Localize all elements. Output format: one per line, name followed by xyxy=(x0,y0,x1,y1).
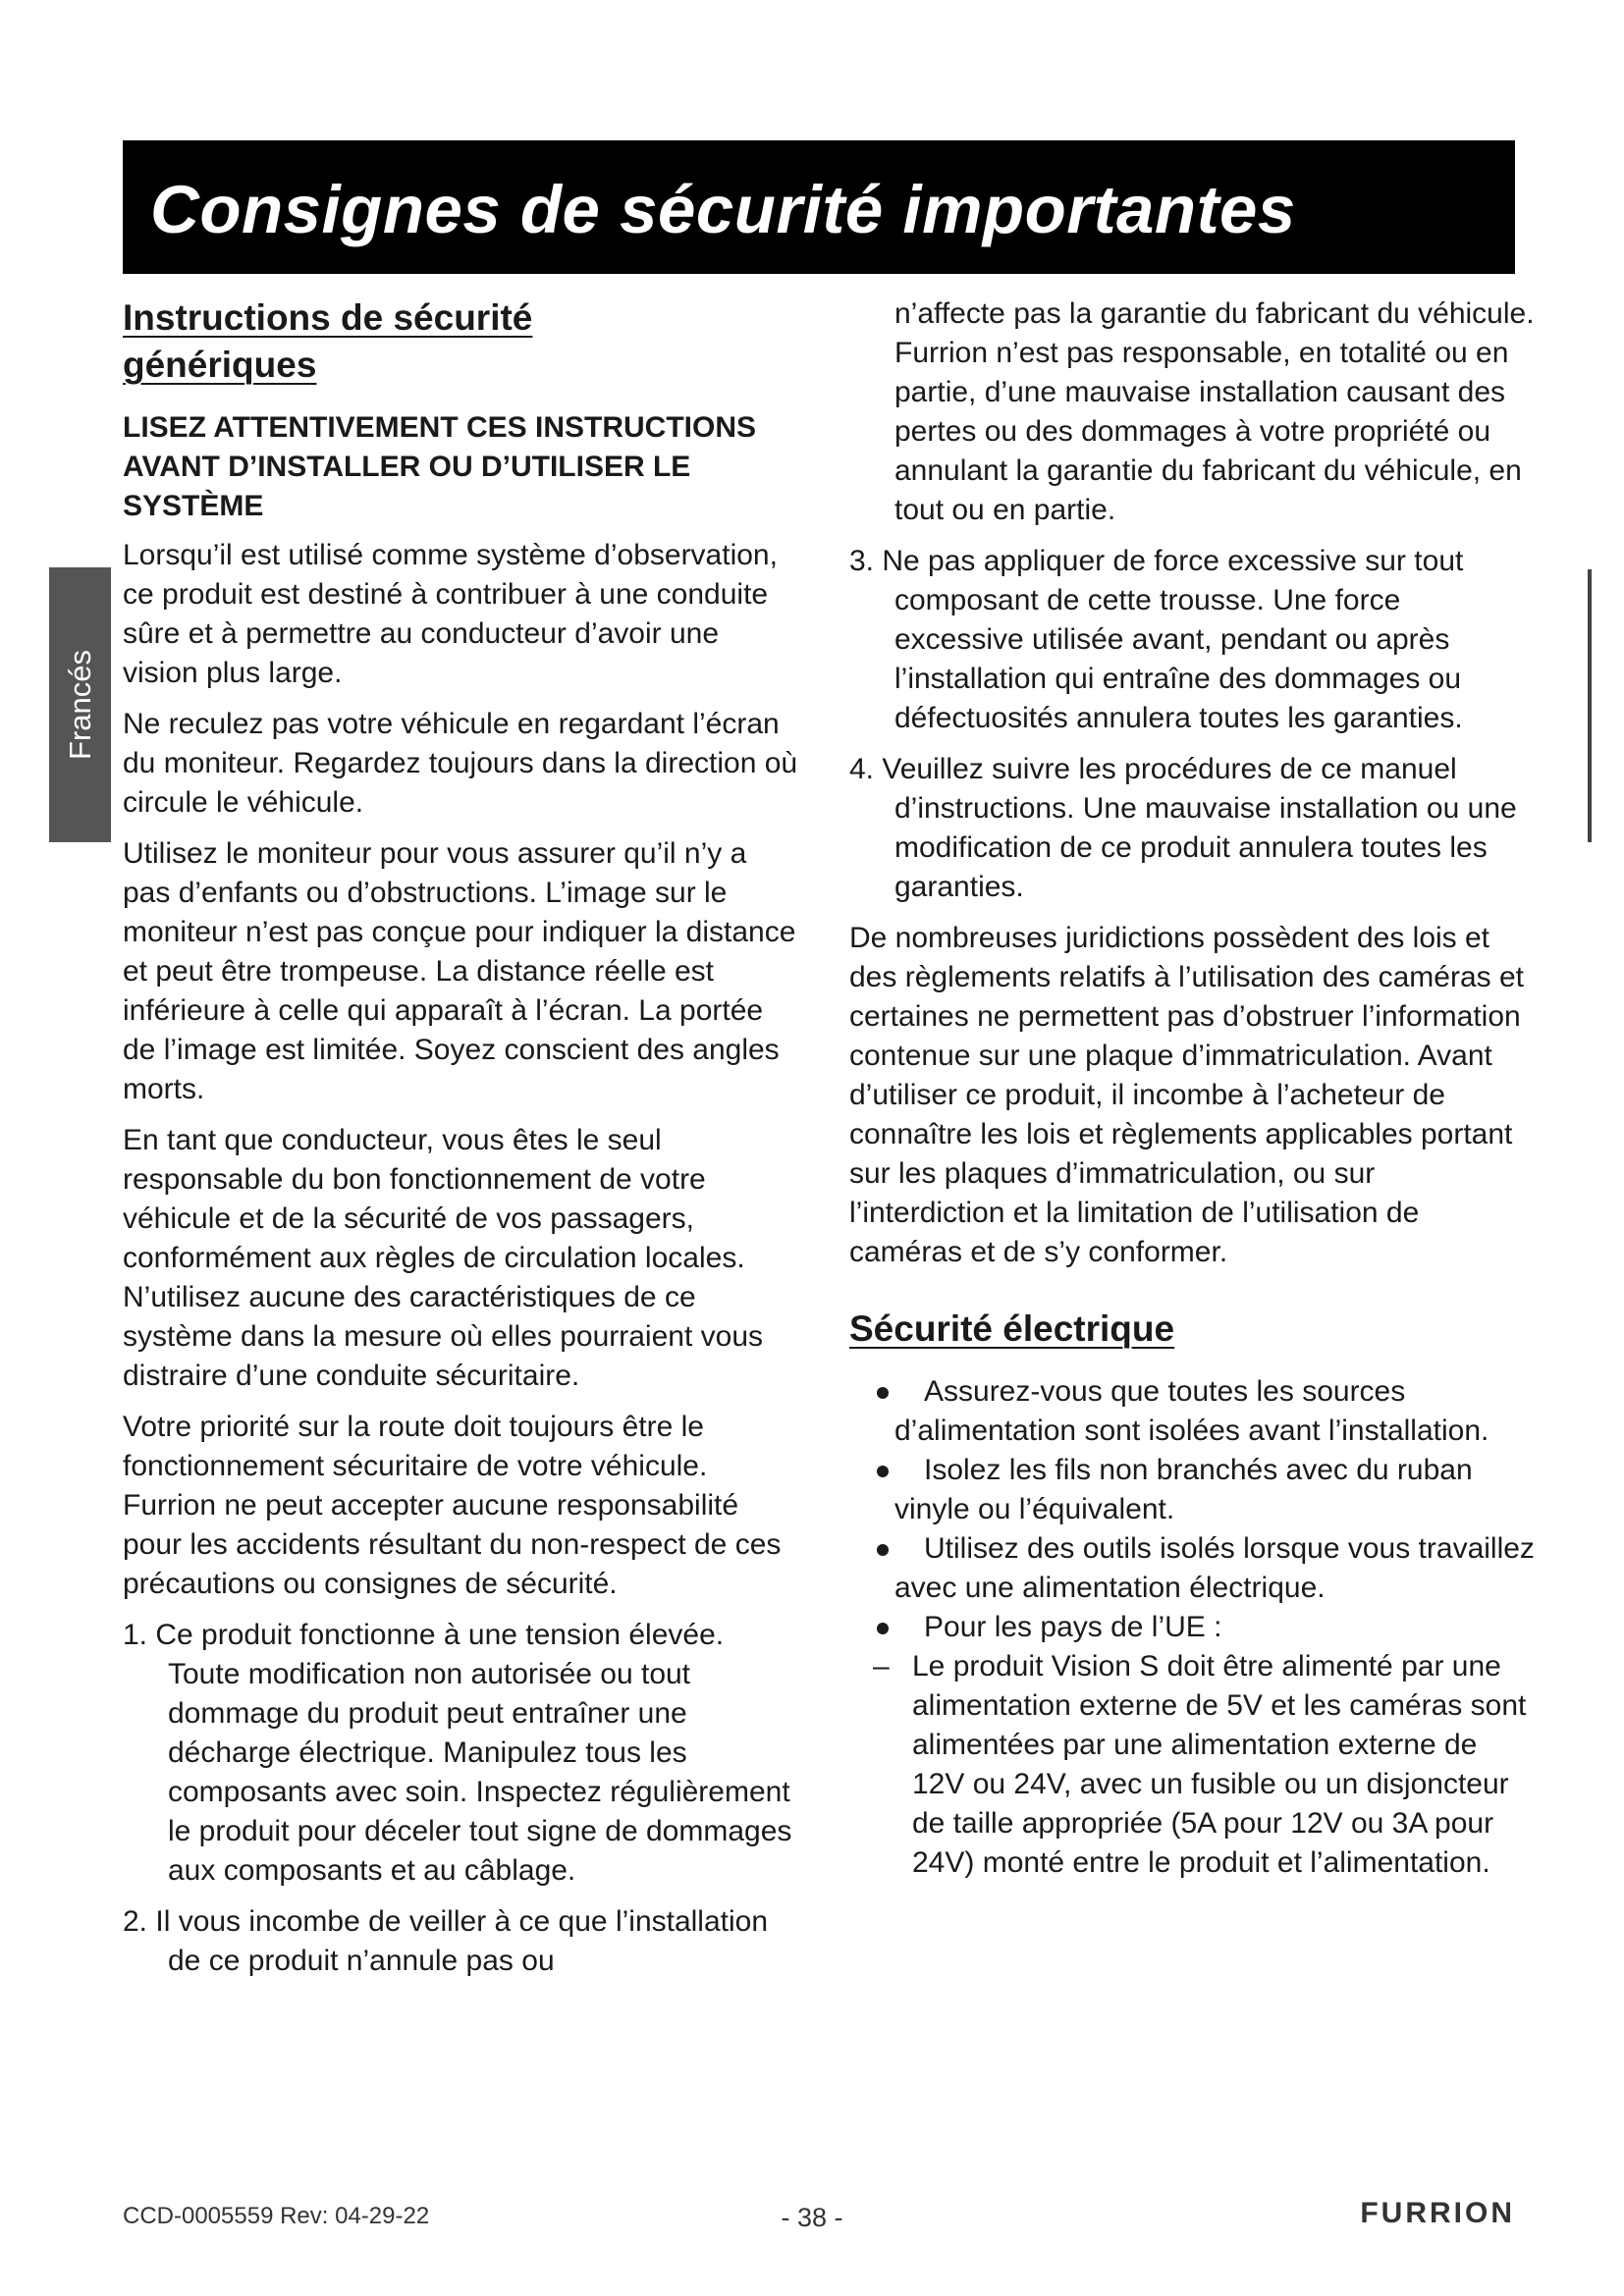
paragraph: Utilisez le moniteur pour vous assurer qu’il n’y a pas d’enfants ou d’obstructions. L’image sur le moniteur n’est pas conçue pour indiquer la distance et peut être trompeuse. La distance réelle est inférieure à celle qui apparaît à l’écran. La portée de l’image est limitée. Soyez conscient des angles morts. xyxy=(123,837,796,1105)
paragraph: Ne reculez pas votre véhicule en regardant l’écran du moniteur. Regardez toujours dans la direction où circule le véhicule. xyxy=(123,708,798,819)
list-item: 2. Il vous incombe de veiller à ce que l’installation de ce produit n’annule pas ou xyxy=(123,1905,769,1977)
list-item: 4. Veuillez suivre les procédures de ce manuel d’instructions. Une mauvaise installation ou une modification de ce produit annulera toutes les garanties. xyxy=(849,753,1517,903)
brand-logo: FURRION xyxy=(1360,2197,1515,2229)
page-number: - 38 - xyxy=(781,2203,843,2232)
section-heading-generic: Instructions de sécurité génériques xyxy=(123,297,533,385)
list-item: 3. Ne pas appliquer de force excessive sur tout composant de cette trousse. Une force excessive utilisée avant, pendant ou après l’installation qui entraîne des dommages ou défectuosités annulera toutes les garanties. xyxy=(849,545,1464,734)
section-heading-electrical: Sécurité électrique xyxy=(849,1308,1175,1349)
title-banner xyxy=(123,140,1515,274)
paragraph: Votre priorité sur la route doit toujours être le fonctionnement sécuritaire de votre véhicule. Furrion ne peut accepter aucune responsabilité pour les accidents résultant du non-respect de ces précautions ou consignes de sécurité. xyxy=(123,1411,782,1600)
list-item: 1. Ce produit fonctionne à une tension élevée. Toute modification non autorisée ou tout dommage du produit peut entraîner une décharge électrique. Manipulez tous les composants avec soin. Inspectez régulièrement le produit pour déceler tout signe de dommages aux composants et au câblage. xyxy=(123,1619,792,1887)
bullet-icon xyxy=(877,1544,889,1556)
bullet-item: Assurez-vous que toutes les sources d’alimentation sont isolées avant l’installation. xyxy=(849,1372,1537,1451)
page-title: Consignes de sécurité importantes xyxy=(150,171,1296,247)
bullet-item: Isolez les fils non branchés avec du ruban vinyle ou l’équivalent. xyxy=(849,1451,1537,1529)
numbered-list xyxy=(849,542,1537,907)
left-column xyxy=(123,294,800,1993)
doc-code: CCD-0005559 Rev: 04-29-22 xyxy=(123,2203,430,2229)
dash-item-text: Le produit Vision S doit être alimenté par une alimentation externe de 5V et les caméras sont alimentées par une alimentation externe de 12V ou 24V, avec un fusible ou un disjoncteur de taille appropriée (5A pour 12V ou 3A pour 24V) monté entre le produit et l’alimentation. xyxy=(912,1650,1527,1879)
dash-item xyxy=(849,1647,1537,1883)
paragraph: En tant que conducteur, vous êtes le seul responsable du bon fonctionnement de votre véhicule et de la sécurité de vos passagers, conformément aux règles de circulation locales. N’utilisez aucune des caractéristiques de ce système dans la mesure où elles pourraient vous distraire d’une conduite sécuritaire. xyxy=(123,1124,764,1392)
dash-marker: – xyxy=(873,1650,890,1682)
bullet-icon xyxy=(877,1387,889,1399)
bullet-icon xyxy=(877,1466,889,1477)
paragraph: De nombreuses juridictions possèdent des lois et des règlements relatifs à l’utilisation des caméras et certaines ne permettent pas d’obstruer l’information contenue sur une plaque d’immatriculation. Avant d’utiliser ce produit, il incombe à l’acheteur de connaître les lois et règlements applicables portant sur les plaques d’immatriculation, ou sur l’interdiction et la limitation de l’utilisation de caméras et de s’y conformer. xyxy=(849,922,1524,1268)
bullet-item: Pour les pays de l’UE : xyxy=(849,1608,1537,1647)
caps-warning: LISEZ ATTENTIVEMENT CES INSTRUCTIONS AVANT D’INSTALLER OU D’UTILISER LE SYSTÈME xyxy=(123,411,757,522)
bullet-list xyxy=(849,1372,1537,1647)
margin-bar xyxy=(1588,569,1592,842)
language-tab xyxy=(49,567,111,842)
bullet-icon xyxy=(877,1623,889,1634)
language-tab-label: Francés xyxy=(62,650,97,760)
right-column xyxy=(849,294,1537,1883)
numbered-list xyxy=(123,1616,800,1981)
bullet-item: Utilisez des outils isolés lorsque vous travaillez avec une alimentation électrique. xyxy=(849,1529,1537,1608)
list-continuation: n’affecte pas la garantie du fabricant du véhicule. Furrion n’est pas responsable, en totalité ou en partie, d’une mauvaise installation causant des pertes ou des dommages à votre propriété ou annulant la garantie du fabricant du véhicule, en tout ou en partie. xyxy=(894,297,1535,526)
paragraph: Lorsqu’il est utilisé comme système d’observation, ce produit est destiné à contribuer à une conduite sûre et à permettre au conducteur d’avoir une vision plus large. xyxy=(123,539,778,689)
